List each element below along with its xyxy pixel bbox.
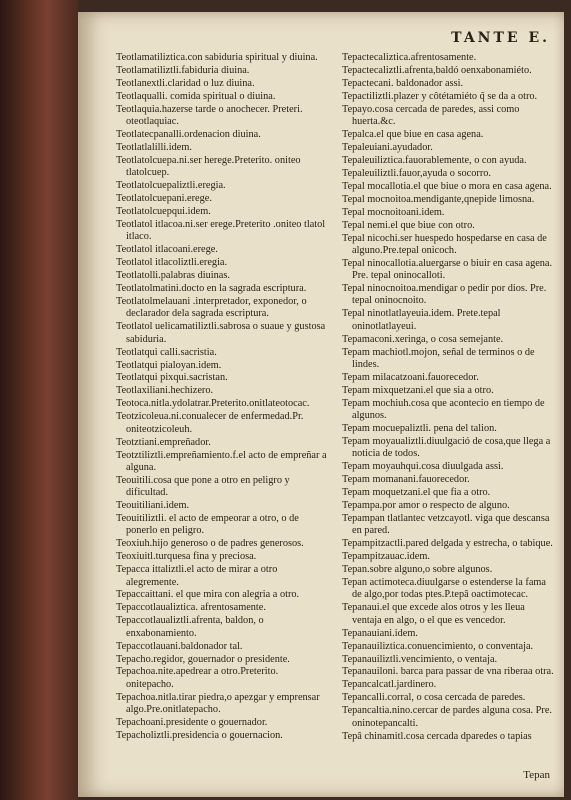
dictionary-entry: Tepactecani. baldonador assi.	[342, 77, 464, 89]
dictionary-entry: Teotlatolli.palabras diuinas.	[116, 270, 230, 282]
dictionary-entry: Tepachoani.presidente o gouernador.	[116, 717, 268, 729]
catchword: Tepan	[523, 769, 550, 781]
left-column	[116, 52, 328, 743]
dictionary-entry: Teouitiliani.idem.	[116, 500, 190, 512]
dictionary-entry: Teotlatqui pialoyan.idem.	[116, 359, 222, 371]
dictionary-entry: Teotztiliztli.empreñamiento.f.el acto de empreñar a alguna.	[116, 449, 327, 473]
dictionary-entry: Teotlatol itlacoliztli.eregia.	[116, 257, 228, 269]
dictionary-entry: Teotlatol uelicamatiliztli.sabrosa o suaue y gustosa sabiduria.	[116, 321, 326, 345]
dictionary-entry: Tepal ninocnoitoa.mendigar o pedir por dios. Pre. tepal oninocnoito.	[342, 283, 547, 307]
dictionary-entry: Tepancaltia.nino.cercar de pardes alguna cosa. Pre. oninotepancalti.	[342, 705, 552, 729]
dictionary-entry: Teotlamatiliztica.con sabiduria spiritual y diuina.	[116, 52, 318, 63]
dictionary-entry: Tepal mocnoitoani.idem.	[342, 206, 445, 218]
dictionary-entry: Teotlanextli.claridad o luz diuina.	[116, 77, 255, 89]
dictionary-entry: Tepaccotlauani.baldonador tal.	[116, 640, 243, 652]
dictionary-entry: Teotlatolcuepa.ni.ser herege.Preterito. oniteo tlatolcuep.	[116, 154, 301, 179]
dictionary-entry: Tepam milacatzoani.fauorecedor.	[342, 371, 479, 383]
dictionary-entry: Teotzicoleua.ni.conualecer de enfermedad.Pr. oniteotzicoleuh.	[116, 411, 304, 435]
dictionary-entry: Teotlamatiliztli.fabiduria diuina.	[116, 64, 250, 76]
dictionary-entry: Tepactecaliztica.afrentosamente.	[342, 52, 477, 63]
dictionary-entry: Tepamaconi.xeringa, o cosa semejante.	[342, 333, 504, 345]
dictionary-entry: Teouitiliztli. el acto de empeorar a otro, o de ponerlo en peligro.	[116, 513, 299, 537]
dictionary-entry: Tepactecaliztli.afrenta,baldó oenxabonamiéto.	[342, 64, 532, 76]
dictionary-entry: Teouitili.cosa que pone a otro en peligro y dificultad.	[116, 474, 290, 499]
dictionary-entry: Teotlatlalilli.idem.	[116, 141, 192, 153]
dictionary-entry: Tepalca.el que biue en casa agena.	[342, 129, 484, 141]
dictionary-entry: Tepanaui.el que excede alos otros y les lleua ventaja en algo, o el que es vencedor.	[342, 602, 525, 626]
dictionary-entry: Tepal nicochi.ser huespedo hospedarse en casa de alguno.Pre.tepal onicoch.	[342, 232, 547, 256]
dictionary-entry: Tepam moyaualiztli.diuulgació de cosa,que llega a noticia de todos.	[342, 435, 551, 460]
dictionary-entry: Tepan actimoteca.diuulgarse o estenderse la fama de algo,por todas ptes.P.tepâ oactimotecac.	[342, 577, 546, 601]
dictionary-entry: Tepal ninotlatlayeuia.idem. Prete.tepal oninotlatlayeui.	[342, 308, 501, 332]
dictionary-entry: Teotlatol itlacoa.ni.ser erege.Preterito .oniteo tlatol itlaco.	[116, 219, 326, 243]
dictionary-entry: Tepaleuiliztli.fauor,ayuda o socorro.	[342, 167, 491, 179]
dictionary-entry: Tepanauiliztli.vencimiento, o ventaja.	[342, 653, 498, 665]
dictionary-entry: Teotlatolmelauani .interpretador, exponedor, o declarador dela sagrada escriptura.	[116, 296, 307, 320]
dictionary-entry: Tepam momanani.fauorecedor.	[342, 474, 470, 486]
book-page	[78, 12, 564, 797]
dictionary-entry: Tepanauiliztica.conuencimiento, o conventaja.	[342, 640, 534, 652]
dictionary-entry: Teotoca.nitla.ydolatrar.Preterito.onitlateotocac.	[116, 398, 310, 410]
dictionary-entry: Tepachoa.nitla.tirar piedra,o apezgar y emprensar algo.Pre.onitlatepacho.	[116, 691, 320, 716]
dictionary-entry: Teotlatolcuepani.erege.	[116, 193, 212, 205]
dictionary-entry: Tepal mocallotia.el que biue o mora en casa agena.	[342, 180, 552, 192]
dictionary-entry: Teotlatol itlacoani.erege.	[116, 244, 218, 256]
right-column	[342, 52, 554, 744]
dictionary-entry: Teoxiuh.hijo generoso o de padres generosos.	[116, 538, 304, 550]
dictionary-entry: Teotlatqui calli.sacristia.	[116, 346, 217, 358]
dictionary-entry: Teotlatolcuepaliztli.eregia.	[116, 180, 226, 192]
dictionary-entry: Tepaccotlaualiztica. afrentosamente.	[116, 602, 266, 614]
dictionary-entry: Tepam mochiuh.cosa que acontecio en tiempo de algunos.	[342, 397, 545, 422]
dictionary-entry: Tepâ chinamitl.cosa cercada dparedes o tapias	[342, 730, 532, 742]
dictionary-entry: Teotztiani.empreñador.	[116, 436, 211, 448]
dictionary-entry: Teotlatolcuepqui.idem.	[116, 206, 211, 218]
dictionary-entry: Tepancalli.corral, o cosa cercada de paredes.	[342, 692, 526, 704]
dictionary-entry: Tepachoa.nite.apedrear a otro.Preterito. onitepacho.	[116, 666, 279, 690]
dictionary-entry: Tepampa.por amor o respecto de alguno.	[342, 500, 510, 512]
dictionary-entry: Tepaccotlaualiztli.afrenta, baldon, o enxabonamiento.	[116, 615, 264, 639]
dictionary-entry: Tepam mixquetzani.el que sia a otro.	[342, 384, 494, 396]
dictionary-entry: Teotlaquia.hazerse tarde o anochecer. Preteri. oteotlaquiac.	[116, 103, 303, 128]
dictionary-entry: Tepam mocuepaliztli. pena del talion.	[342, 423, 497, 435]
dictionary-entry: Teotlatecpanalli.ordenacion diuina.	[116, 129, 261, 141]
dictionary-entry: Tepancalcatl.jardinero.	[342, 679, 437, 691]
dictionary-entry: Tepam moyauhqui.cosa diuulgada assi.	[342, 461, 504, 473]
dictionary-entry: Teotlaqualli. comida spiritual o diuina.	[116, 90, 276, 102]
dictionary-entry: Tepactiliztli.plazer y côtétamiéto q̃ se da a otro.	[342, 90, 538, 102]
dictionary-entry: Tepal mocnoitoa.mendigante,qnepide limosna.	[342, 193, 535, 205]
dictionary-entry: Tepacholiztli.presidencia o gouernacion.	[116, 729, 283, 741]
dictionary-entry: Tepayo.cosa cercada de paredes, assi como huerta.&c.	[342, 103, 520, 128]
dictionary-entry: Teotlatolmatini.docto en la sagrada escriptura.	[116, 283, 307, 295]
dictionary-entry: Tepan.sobre alguno,o sobre algunos.	[342, 564, 493, 576]
dictionary-entry: Teoxiuitl.turquesa fina y preciosa.	[116, 551, 257, 563]
dictionary-entry: Teotlatqui pixqui.sacristan.	[116, 372, 228, 384]
dictionary-entry: Tepacho.regidor, gouernador o presidente.	[116, 653, 290, 665]
dictionary-entry: Tepaleuiliztica.fauorablemente, o con ayuda.	[342, 154, 527, 166]
dictionary-entry: Tepampitzauac.idem.	[342, 551, 430, 563]
dictionary-entry: Tepampitzactli.pared delgada y estrecha, o tabique.	[342, 538, 553, 550]
dictionary-entry: Tepam moquetzani.el que fia a otro.	[342, 487, 491, 499]
running-header: TANTE E.	[451, 30, 550, 46]
dictionary-entry: Tepampan tlatlantec vetzcayotl. viga que descansa en pared.	[342, 513, 550, 537]
dictionary-entry: Tepal nemi.el que biue con otro.	[342, 219, 475, 231]
dictionary-entry: Tepanauiani.idem.	[342, 627, 418, 639]
dictionary-entry: Tepanauiloni. barca para passar de vna riberaa otra.	[342, 666, 554, 678]
book-spine	[0, 0, 78, 800]
dictionary-entry: Tepacca ittaliztli.el acto de mirar a otro alegremente.	[116, 564, 278, 588]
dictionary-entry: Tepal ninocallotia.aluergarse o biuir en casa agena. Pre. tepal oninocalloti.	[342, 257, 553, 282]
dictionary-entry: Tepam machiotl.mojon, señal de terminos o de lindes.	[342, 346, 535, 370]
dictionary-entry: Tepaleuiani.ayudador.	[342, 141, 433, 153]
dictionary-entry: Teotlaxiliani.hechizero.	[116, 385, 214, 397]
dictionary-entry: Tepaccaittani. el que mira con alegria a otro.	[116, 589, 300, 601]
